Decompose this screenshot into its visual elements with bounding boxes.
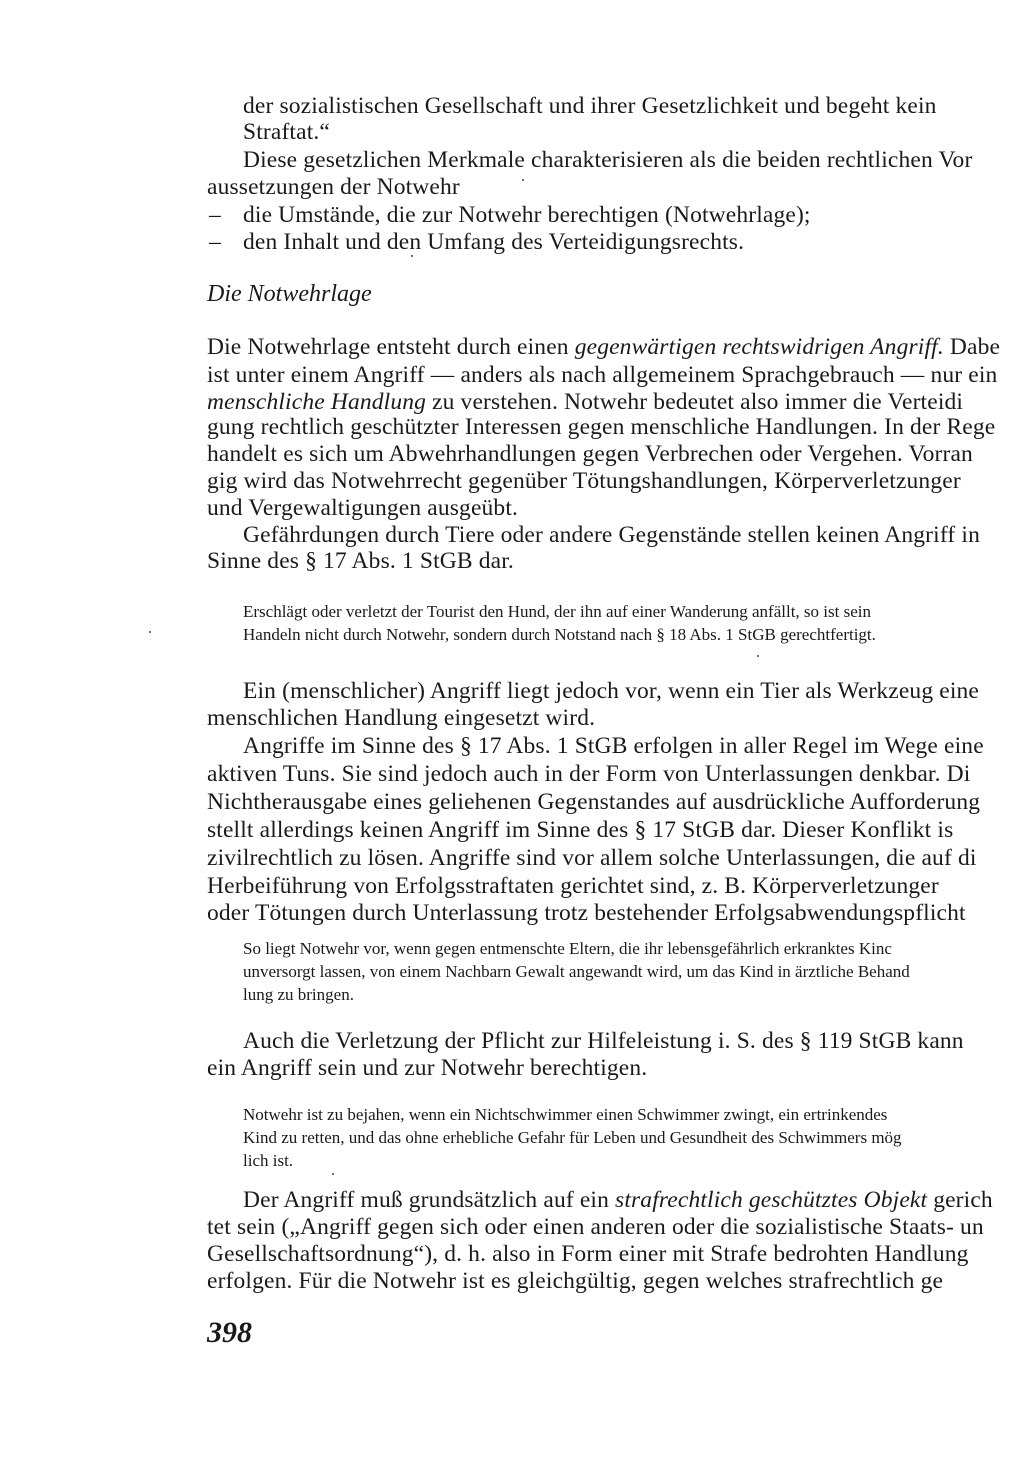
page-number: 398 <box>207 1316 252 1349</box>
text-run: Dabe <box>943 334 1001 360</box>
emphasis: menschliche Handlung <box>207 389 427 415</box>
text-run: gerich <box>927 1187 993 1213</box>
text-run: Die Notwehrlage entsteht durch einen <box>207 334 575 360</box>
text-line: handelt es sich um Abwehrhandlungen gegen Verbrechen oder Vergehen. Vorran <box>207 441 973 467</box>
example-line: unversorgt lassen, von einem Nachbarn Gewalt angewandt wird, um das Kind in ärztliche Behand <box>243 962 910 981</box>
text-line: Angriffe im Sinne des § 17 Abs. 1 StGB erfolgen in aller Regel im Wege eine <box>243 733 984 759</box>
text-line: Diese gesetzlichen Merkmale charakterisieren als die beiden rechtlichen Vor <box>243 147 973 173</box>
bullet-dash: – <box>209 229 221 255</box>
text-line: Gefährdungen durch Tiere oder andere Gegenstände stellen keinen Angriff in <box>243 522 980 548</box>
bullet-item: die Umstände, die zur Notwehr berechtigen (Notwehrlage); <box>243 202 811 228</box>
text-line: der sozialistischen Gesellschaft und ihrer Gesetzlichkeit und begeht kein <box>243 93 937 119</box>
text-line: ist unter einem Angriff — anders als nach allgemeinem Sprachgebrauch — nur ein <box>207 362 998 388</box>
text-line: Ein (menschlicher) Angriff liegt jedoch vor, wenn ein Tier als Werkzeug eine <box>243 678 979 704</box>
example-line: Notwehr ist zu bejahen, wenn ein Nichtschwimmer einen Schwimmer zwingt, ein ertrinkendes <box>243 1105 888 1124</box>
scan-speck <box>522 179 524 181</box>
emphasis: gegenwärtigen rechtswidrigen Angriff. <box>574 334 944 360</box>
text-line: oder Tötungen durch Unterlassung trotz bestehender Erfolgsabwendungspflicht <box>207 900 966 926</box>
example-line: So liegt Notwehr vor, wenn gegen entmenschte Eltern, die ihr lebensgefährlich erkranktes Kinc <box>243 939 892 958</box>
text-line: stellt allerdings keinen Angriff im Sinne des § 17 StGB dar. Dieser Konflikt is <box>207 817 954 843</box>
text-line: und Vergewaltigungen ausgeübt. <box>207 495 519 521</box>
section-heading: Die Notwehrlage <box>207 281 372 307</box>
example-line: lich ist. <box>243 1151 294 1170</box>
text-line <box>207 333 1000 361</box>
text-run: Der Angriff muß grundsätzlich auf ein <box>243 1187 616 1213</box>
example-line: Handeln nicht durch Notwehr, sondern durch Notstand nach § 18 Abs. 1 StGB gerechtfertigt. <box>243 625 876 644</box>
text-line: Nichtherausgabe eines geliehenen Gegenstandes auf ausdrückliche Aufforderung <box>207 789 981 815</box>
text-line: zivilrechtlich zu lösen. Angriffe sind vor allem solche Unterlassungen, die auf di <box>207 845 977 871</box>
example-line: lung zu bringen. <box>243 985 354 1004</box>
text-line: Sinne des § 17 Abs. 1 StGB dar. <box>207 548 514 574</box>
scan-speck <box>411 255 413 257</box>
bullet-item: den Inhalt und den Umfang des Verteidigungsrechts. <box>243 229 745 255</box>
text-line: aussetzungen der Notwehr <box>207 174 460 200</box>
emphasis: strafrechtlich geschütztes Objekt <box>615 1187 928 1213</box>
text-line <box>207 388 963 416</box>
text-line: erfolgen. Für die Notwehr ist es gleichgültig, gegen welches strafrechtlich ge <box>207 1268 944 1294</box>
bullet-dash: – <box>209 202 221 228</box>
text-line: ein Angriff sein und zur Notwehr berechtigen. <box>207 1055 648 1081</box>
text-line: Herbeiführung von Erfolgsstraftaten gerichtet sind, z. B. Körperverletzunger <box>207 873 939 899</box>
example-line: Kind zu retten, und das ohne erhebliche Gefahr für Leben und Gesundheit des Schwimmers mög <box>243 1128 902 1147</box>
text-line: aktiven Tuns. Sie sind jedoch auch in der Form von Unterlassungen denkbar. Di <box>207 761 971 787</box>
text-line: menschlichen Handlung eingesetzt wird. <box>207 705 596 731</box>
scan-speck <box>332 1173 334 1175</box>
scan-speck <box>757 655 759 657</box>
text-line: Gesellschaftsordnung“), d. h. also in Form einer mit Strafe bedrohten Handlung <box>207 1241 969 1267</box>
text-line <box>243 1186 993 1214</box>
text-run: zu verstehen. Notwehr bedeutet also immer die Verteidi <box>426 389 964 415</box>
text-line: gung rechtlich geschützter Interessen gegen menschliche Handlungen. In der Rege <box>207 414 996 440</box>
scan-speck <box>149 631 151 633</box>
text-line: Auch die Verletzung der Pflicht zur Hilfeleistung i. S. des § 119 StGB kann <box>243 1028 964 1054</box>
text-line: gig wird das Notwehrrecht gegenüber Tötungshandlungen, Körperverletzunger <box>207 468 961 494</box>
example-line: Erschlägt oder verletzt der Tourist den Hund, der ihn auf einer Wanderung anfällt, so ist sein <box>243 602 871 621</box>
text-line: Straftat.“ <box>243 119 330 145</box>
text-line: tet sein („Angriff gegen sich oder einen anderen oder die sozialistische Staats- un <box>207 1214 984 1240</box>
